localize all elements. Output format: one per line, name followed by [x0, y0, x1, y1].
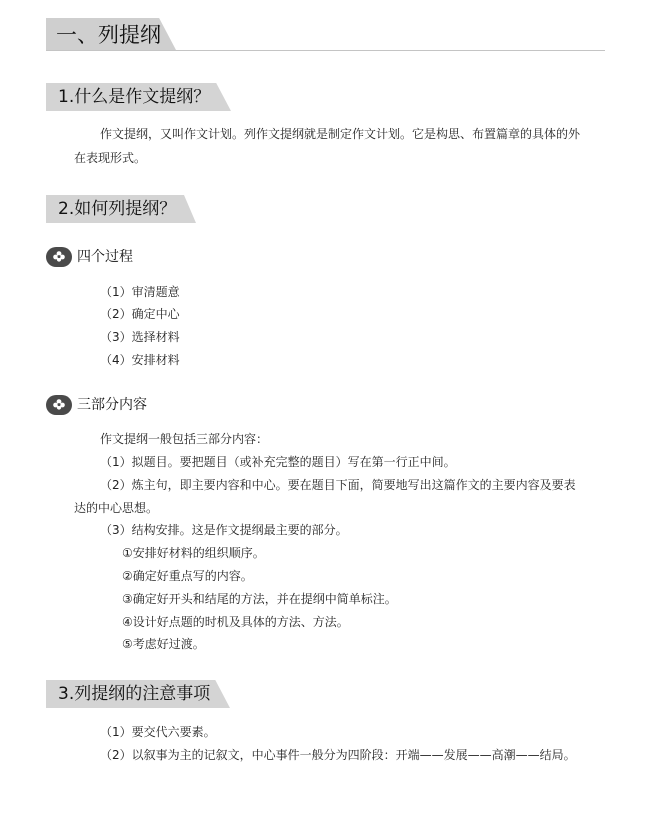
part-2-text-line-2: 达的中心思想。: [74, 501, 159, 515]
subsection-three-parts-title: 三部分内容: [77, 397, 147, 413]
section-1-paragraph-line-1: 作文提纲，又叫作文计划。列作文提纲就是制定作文计划。它是构思、布置篇章的具体的外: [100, 127, 581, 141]
note-item: （2）以叙事为主的记叙文，中心事件一般分为四阶段：开端——发展——高潮——结局。: [100, 748, 576, 762]
page-title: 一、列提纲: [56, 23, 161, 47]
flower-icon: [46, 247, 72, 267]
section-1-heading: 1.什么是作文提纲？: [58, 87, 211, 107]
process-item: （2）确定中心: [100, 307, 180, 321]
structure-step: ④设计好点题的时机及具体的方法、方法。: [122, 615, 349, 629]
process-item: （3）选择材料: [100, 330, 180, 344]
section-1-paragraph-line-2: 在表现形式。: [74, 151, 147, 165]
structure-step: ②确定好重点写的内容。: [122, 569, 253, 583]
part-1-text: （1）拟题目。要把题目（或补充完整的题目）写在第一行正中间。: [100, 455, 456, 469]
structure-step: ⑤考虑好过渡。: [122, 637, 205, 651]
part-3-text: （3）结构安排。这是作文提纲最主要的部分。: [100, 523, 348, 537]
part-2-text-line-1: （2）炼主句，即主要内容和中心。要在题目下面，简要地写出这篇作文的主要内容及要表: [100, 478, 576, 492]
process-item: （1）审清题意: [100, 285, 180, 299]
section-3-heading: 3.列提纲的注意事项: [58, 684, 211, 704]
subsection-four-processes-title: 四个过程: [77, 249, 133, 265]
three-parts-intro: 作文提纲一般包括三部分内容：: [100, 432, 269, 446]
flower-icon: [46, 395, 72, 415]
section-2-heading: 2.如何列提纲？: [58, 199, 177, 219]
process-item: （4）安排材料: [100, 353, 180, 367]
note-item: （1）要交代六要素。: [100, 725, 216, 739]
title-divider: [46, 50, 605, 51]
structure-step: ③确定好开头和结尾的方法，并在提纲中简单标注。: [122, 592, 397, 606]
structure-step: ①安排好材料的组织顺序。: [122, 546, 265, 560]
